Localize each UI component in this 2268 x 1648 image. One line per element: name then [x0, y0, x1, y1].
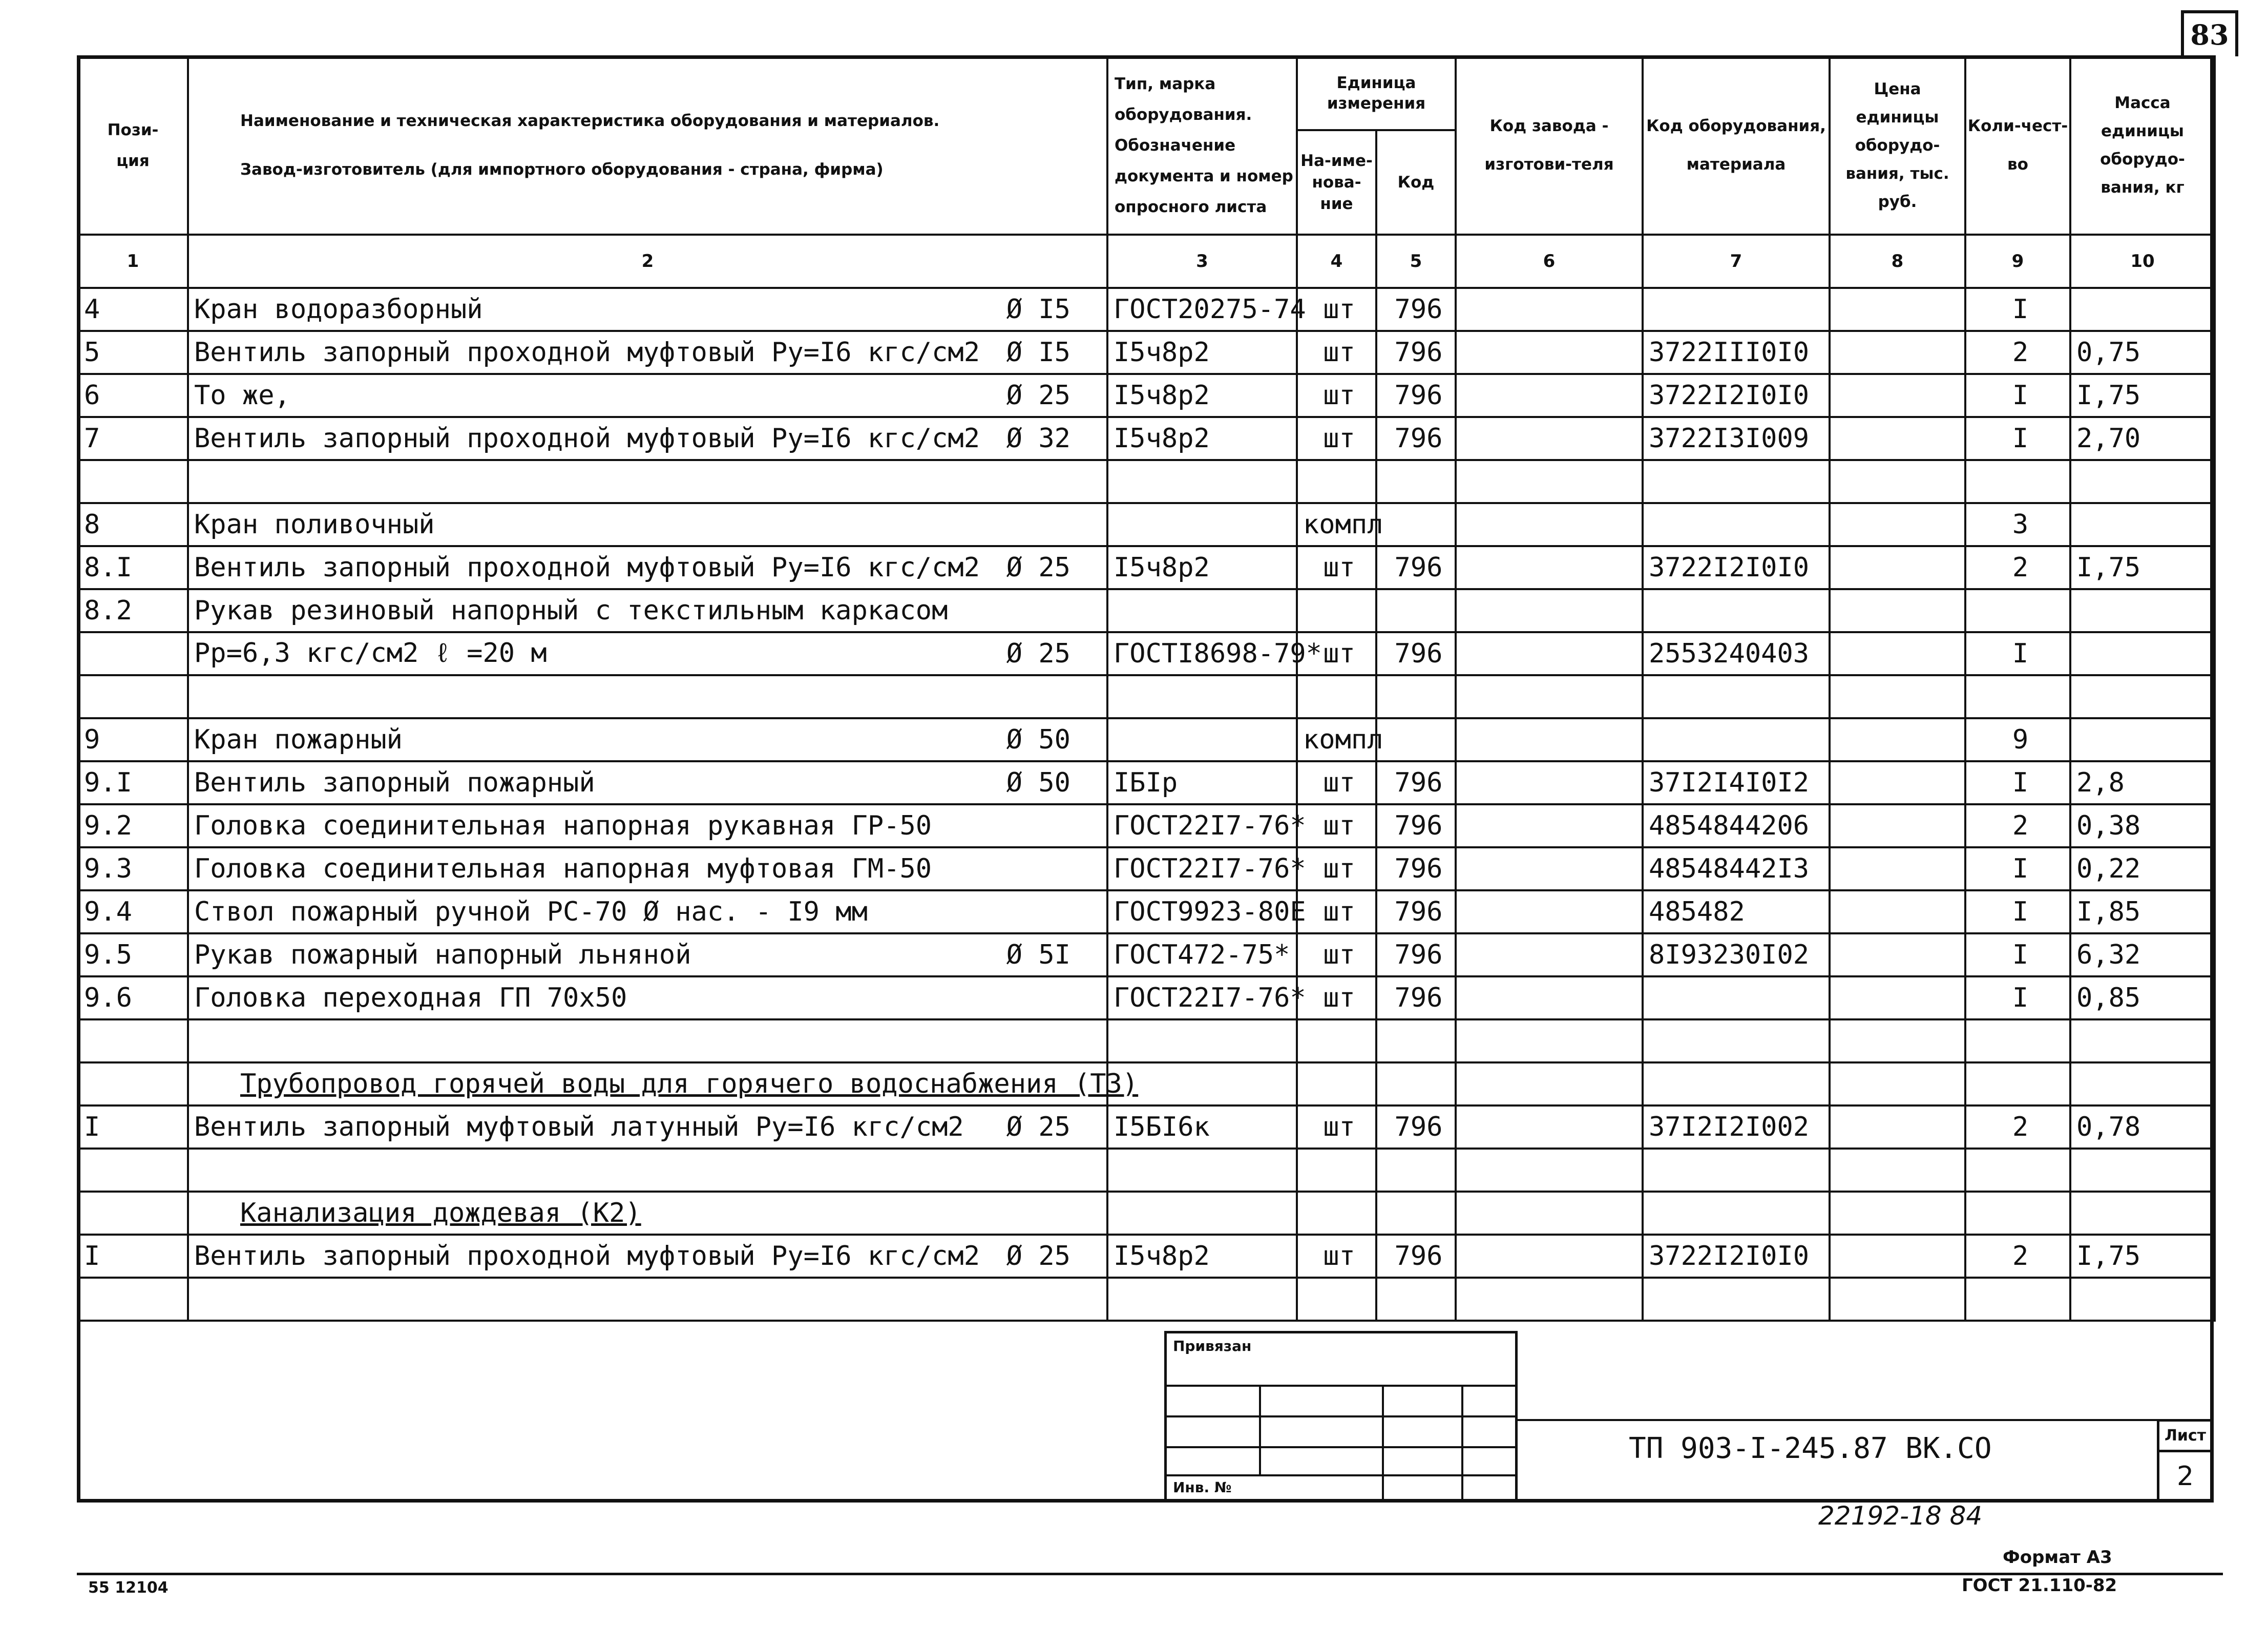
column-number: 2 — [188, 235, 1107, 288]
row-unit-code: 796 — [1376, 1105, 1456, 1149]
row-type: I5БI6к — [1107, 1105, 1297, 1149]
gost-label: ГОСТ 21.110-82 — [1962, 1575, 2117, 1596]
column-number: 7 — [1643, 235, 1830, 288]
row-position: 9.4 — [78, 890, 188, 933]
item-diameter: Ø 25 — [1006, 638, 1070, 669]
row-unit: шт — [1297, 804, 1376, 847]
column-number: 10 — [2070, 235, 2215, 288]
row-position: 9.I — [78, 761, 188, 804]
row-unit-code: 796 — [1376, 804, 1456, 847]
row-unit: шт — [1297, 331, 1376, 374]
row-mass: I,75 — [2070, 546, 2215, 589]
header-equipment-code: Код оборудования, материала — [1643, 56, 1830, 235]
row-type: ГОСТI8698-79* — [1107, 632, 1297, 675]
row-unit: компл — [1297, 718, 1376, 761]
header-unit-group: Единица измерения — [1297, 56, 1456, 130]
row-position: 8.I — [78, 546, 188, 589]
row-unit-code: 796 — [1376, 976, 1456, 1019]
row-quantity: 9 — [1965, 718, 2070, 761]
row-quantity: I — [1965, 933, 2070, 976]
row-position: 5 — [78, 331, 188, 374]
row-unit-code: 796 — [1376, 890, 1456, 933]
column-number: 6 — [1456, 235, 1643, 288]
header-position: Пози- ция — [78, 56, 188, 235]
row-unit: шт — [1297, 890, 1376, 933]
item-name: Кран водоразборный — [194, 294, 483, 325]
item-name: Кран пожарный — [194, 724, 403, 755]
row-mass: I,75 — [2070, 1235, 2215, 1278]
row-unit: шт — [1297, 933, 1376, 976]
item-name: Вентиль запорный проходной муфтовый Ру=I6 кгс/см2 — [194, 337, 980, 368]
row-type: I5ч8р2 — [1107, 546, 1297, 589]
row-type: ГОСТ22I7-76* — [1107, 976, 1297, 1019]
row-unit: шт — [1297, 632, 1376, 675]
row-unit: шт — [1297, 288, 1376, 331]
row-quantity: I — [1965, 417, 2070, 460]
row-mass: 6,32 — [2070, 933, 2215, 976]
row-type: ГОСТ22I7-76* — [1107, 847, 1297, 890]
row-equipment-code: 3722III0I0 — [1643, 331, 1830, 374]
item-name: Вентиль запорный проходной муфтовый Ру=I6 кгс/см2 — [194, 552, 980, 583]
row-equipment-code: 3722I2I0I0 — [1643, 546, 1830, 589]
sheet-box — [2157, 1419, 2214, 1503]
header-price: Цена единицы оборудо-вания, тыс. руб. — [1830, 56, 1965, 235]
item-name: Вентиль запорный проходной муфтовый Ру=I6 кгс/см2 — [194, 423, 980, 454]
row-equipment-code: 48548442I3 — [1643, 847, 1830, 890]
row-unit-code: 796 — [1376, 1235, 1456, 1278]
item-name: Головка переходная ГП 70х50 — [194, 983, 627, 1013]
header-name: Наименование и техническая характеристика оборудования и материалов. Завод-изготовитель (для импортного оборудования - страна, фирма) — [188, 56, 1107, 235]
column-number: 8 — [1830, 235, 1965, 288]
row-position: 4 — [78, 288, 188, 331]
row-unit: шт — [1297, 546, 1376, 589]
linked-label: Привязан — [1173, 1338, 1252, 1354]
item-name: Вентиль запорный пожарный — [194, 767, 595, 798]
row-mass: I,75 — [2070, 374, 2215, 417]
row-unit: шт — [1297, 976, 1376, 1019]
item-name: То же, — [194, 380, 290, 411]
row-position: I — [78, 1105, 188, 1149]
title-block-approval — [1164, 1331, 1518, 1503]
item-name: Кран поливочный — [194, 509, 435, 540]
row-position: 9.3 — [78, 847, 188, 890]
row-unit-code: 796 — [1376, 632, 1456, 675]
header-mass: Масса единицы оборудо-вания, кг — [2070, 56, 2215, 235]
row-quantity: I — [1965, 847, 2070, 890]
row-type: I5ч8р2 — [1107, 417, 1297, 460]
row-quantity: 2 — [1965, 546, 2070, 589]
row-unit-code: 796 — [1376, 331, 1456, 374]
row-type: ГОСТ472-75* — [1107, 933, 1297, 976]
row-position: 9 — [78, 718, 188, 761]
row-quantity: 3 — [1965, 503, 2070, 546]
row-quantity: 2 — [1965, 331, 2070, 374]
row-equipment-code: 3722I2I0I0 — [1643, 1235, 1830, 1278]
row-position: 7 — [78, 417, 188, 460]
item-diameter: Ø 50 — [1006, 724, 1070, 755]
header-unit-code: Код — [1376, 130, 1456, 235]
title-divider — [1518, 1419, 2214, 1421]
item-diameter: Ø I5 — [1006, 337, 1070, 368]
row-type: I5ч8р2 — [1107, 331, 1297, 374]
bottom-rule — [77, 1573, 2223, 1575]
row-position: I — [78, 1235, 188, 1278]
row-quantity: I — [1965, 288, 2070, 331]
row-equipment-code: 2553240403 — [1643, 632, 1830, 675]
row-unit: шт — [1297, 1235, 1376, 1278]
row-type: IБIр — [1107, 761, 1297, 804]
row-type: ГОСТ22I7-76* — [1107, 804, 1297, 847]
row-mass: 0,78 — [2070, 1105, 2215, 1149]
item-name: Ствол пожарный ручной РС-70 Ø нас. - I9 мм — [194, 896, 868, 927]
row-unit: шт — [1297, 761, 1376, 804]
row-equipment-code: 3722I2I0I0 — [1643, 374, 1830, 417]
header-unit-name: На-име-нова-ние — [1297, 130, 1376, 235]
row-position: 9.2 — [78, 804, 188, 847]
header-quantity: Коли-чест-во — [1965, 56, 2070, 235]
row-unit: компл — [1297, 503, 1376, 546]
header-factory-code: Код завода - изготови-теля — [1456, 56, 1643, 235]
row-unit: шт — [1297, 1105, 1376, 1149]
row-unit: шт — [1297, 417, 1376, 460]
sheet-number: 83 — [2181, 10, 2238, 56]
row-equipment-code: 8I93230I02 — [1643, 933, 1830, 976]
item-diameter: Ø 25 — [1006, 1112, 1070, 1142]
row-unit-code: 796 — [1376, 417, 1456, 460]
row-unit-code: 796 — [1376, 374, 1456, 417]
item-diameter: Ø 32 — [1006, 423, 1070, 454]
row-mass: 2,8 — [2070, 761, 2215, 804]
row-quantity: I — [1965, 976, 2070, 1019]
document-mark: ВК.СО — [1905, 1432, 1992, 1465]
item-diameter: Ø 25 — [1006, 552, 1070, 583]
inventory-label: Инв. № — [1173, 1479, 1232, 1496]
row-mass: I,85 — [2070, 890, 2215, 933]
row-mass: 0,22 — [2070, 847, 2215, 890]
stamp-number: 55 12104 — [88, 1579, 169, 1597]
column-number: 3 — [1107, 235, 1297, 288]
item-name: Канализация дождевая (К2) — [240, 1198, 641, 1228]
item-name: Рр=6,3 кгс/см2 ℓ =20 м — [194, 637, 547, 669]
row-position: 6 — [78, 374, 188, 417]
item-name: Рукав резиновый напорный с текстильным каркасом — [194, 595, 948, 626]
sheet-value: 2 — [2176, 1461, 2194, 1492]
row-position: 9.6 — [78, 976, 188, 1019]
row-mass: 0,85 — [2070, 976, 2215, 1019]
item-name: Головка соединительная напорная муфтовая ГМ-50 — [194, 853, 932, 884]
row-type: I5ч8р2 — [1107, 1235, 1297, 1278]
row-quantity: I — [1965, 632, 2070, 675]
item-name: Трубопровод горячей воды для горячего водоснабжения (Т3) — [240, 1069, 1139, 1099]
column-number: 5 — [1376, 235, 1456, 288]
divider — [1461, 1385, 1463, 1503]
format-label: Формат А3 — [2003, 1547, 2112, 1568]
row-mass: 0,75 — [2070, 331, 2215, 374]
row-quantity: I — [1965, 890, 2070, 933]
item-name: Рукав пожарный напорный льняной — [194, 940, 691, 970]
row-mass: 0,38 — [2070, 804, 2215, 847]
row-equipment-code: 485482 — [1643, 890, 1830, 933]
divider — [1259, 1385, 1261, 1474]
row-equipment-code: 37I2I2I002 — [1643, 1105, 1830, 1149]
row-equipment-code: 37I2I4I0I2 — [1643, 761, 1830, 804]
row-equipment-code: 3722I3I009 — [1643, 417, 1830, 460]
item-name: Головка соединительная напорная рукавная ГР-50 — [194, 810, 932, 841]
row-quantity: 2 — [1965, 804, 2070, 847]
item-name: Вентиль запорный муфтовый латунный Ру=I6 кгс/см2 — [194, 1112, 964, 1142]
row-unit-code: 796 — [1376, 546, 1456, 589]
divider — [1382, 1385, 1384, 1503]
row-position: 9.5 — [78, 933, 188, 976]
drawing-frame — [77, 55, 2214, 1503]
row-unit-code: 796 — [1376, 288, 1456, 331]
document-code: ТП 903-I-245.87 — [1629, 1432, 1888, 1465]
row-unit: шт — [1297, 847, 1376, 890]
handwritten-note: 22192-18 84 — [1818, 1501, 1983, 1531]
item-diameter: Ø 25 — [1006, 380, 1070, 411]
column-number: 4 — [1297, 235, 1376, 288]
row-type: ГОСТ9923-80Е — [1107, 890, 1297, 933]
item-diameter: Ø I5 — [1006, 294, 1070, 325]
row-quantity: I — [1965, 761, 2070, 804]
row-position: 8.2 — [78, 589, 188, 632]
row-quantity: I — [1965, 374, 2070, 417]
row-quantity: 2 — [1965, 1105, 2070, 1149]
row-type: ГОСТ20275-74 — [1107, 288, 1297, 331]
item-diameter: Ø 50 — [1006, 767, 1070, 798]
item-diameter: Ø 5I — [1006, 940, 1070, 970]
row-unit-code: 796 — [1376, 847, 1456, 890]
sheet-label: Лист — [2159, 1422, 2211, 1452]
row-type: I5ч8р2 — [1107, 374, 1297, 417]
row-unit-code: 796 — [1376, 933, 1456, 976]
row-quantity: 2 — [1965, 1235, 2070, 1278]
row-unit-code: 796 — [1376, 761, 1456, 804]
item-name: Вентиль запорный проходной муфтовый Ру=I6 кгс/см2 — [194, 1241, 980, 1271]
column-number: 9 — [1965, 235, 2070, 288]
row-mass: 2,70 — [2070, 417, 2215, 460]
row-equipment-code: 4854844206 — [1643, 804, 1830, 847]
item-diameter: Ø 25 — [1006, 1241, 1070, 1271]
header-type: Тип, марка оборудования. Обозначение документа и номер опросного листа — [1107, 56, 1297, 235]
column-number: 1 — [78, 235, 188, 288]
row-position: 8 — [78, 503, 188, 546]
row-unit: шт — [1297, 374, 1376, 417]
